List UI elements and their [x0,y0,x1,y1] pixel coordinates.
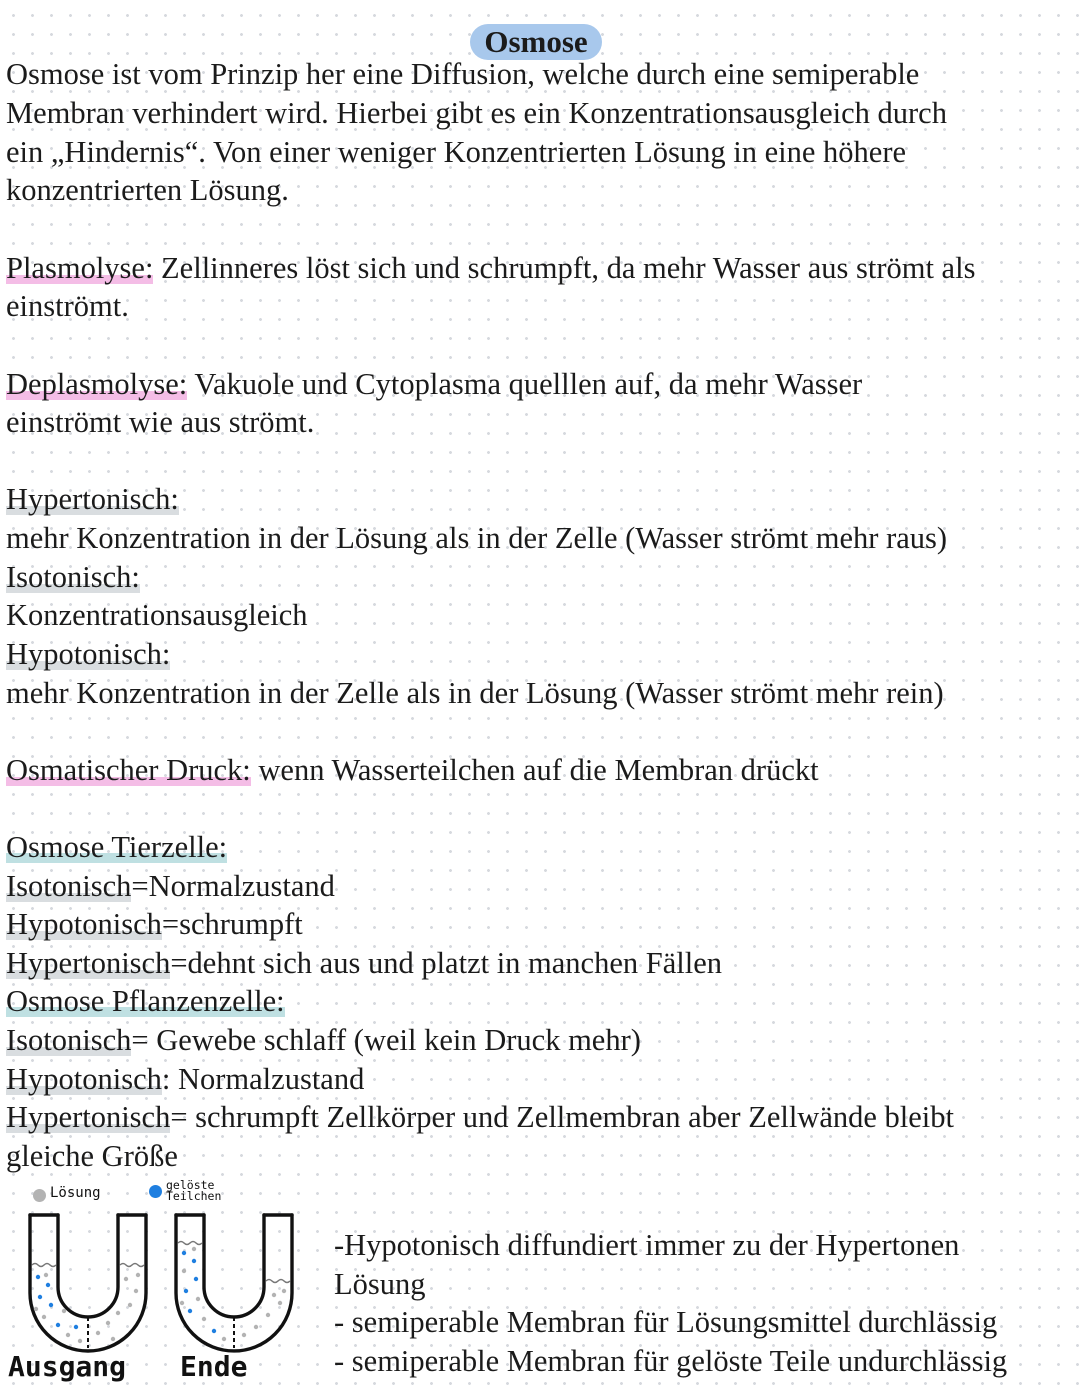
osmotic-pressure-term: Osmatischer Druck: [6,753,251,787]
hypertonisch-text: mehr Konzentration in der Lösung als in der Zelle (Wasser strömt mehr raus) [6,521,948,555]
intro-line: ein „Hindernis“. Von einer weniger Konzentrierten Lösung in eine höhere [6,135,907,169]
pflanzenzelle-iso-term: Isotonisch [6,1023,132,1057]
intro-line: Osmose ist vom Prinzip her eine Diffusion, welche durch eine semiperable [6,57,920,91]
isotonisch-label [6,558,1076,597]
osmotic-pressure-definition [6,751,1076,790]
plasmolyse-text-2: einströmt. [6,289,129,323]
note-line: -Hypotonisch diffundiert immer zu der Hypertonen [334,1228,960,1262]
pflanzenzelle-heading [6,982,1076,1021]
tierzelle-heading [6,828,1076,867]
deplasmolyse-term: Deplasmolyse: [6,367,188,401]
intro-line: Membran verhindert wird. Hierbei gibt es ein Konzentrationsausgleich durch [6,96,947,130]
intro-line: konzentrierten Lösung. [6,173,289,207]
isotonisch-term: Isotonisch: [6,560,140,594]
pflanzenzelle-hypo [6,1060,1076,1099]
note-line: Lösung [334,1266,426,1301]
tierzelle-hypo-text: =schrumpft [161,907,303,941]
pflanzenzelle-hyper [6,1098,1076,1137]
pflanzenzelle-hyper-term: Hypertonisch [6,1100,171,1134]
note-line: - semiperable Membran für Lösungsmittel durchlässig [334,1305,998,1340]
hypotonisch-term: Hypotonisch: [6,637,171,671]
hypotonisch-text: mehr Konzentration in der Zelle als in der Lösung (Wasser strömt mehr rein) [6,676,944,710]
tierzelle-iso [6,867,1076,906]
hypertonisch-label [6,480,1076,519]
plasmolyse-term: Plasmolyse: [6,251,154,285]
notes-block [334,1226,1074,1380]
osmotic-pressure-text: wenn Wasserteilchen auf die Membran drückt [250,753,819,787]
deplasmolyse-text: Vakuole und Cytoplasma quelllen auf, da mehr Wasser [187,367,863,401]
tierzelle-iso-text: =Normalzustand [131,869,335,903]
tierzelle-hyper [6,944,1076,983]
pflanzenzelle-iso [6,1021,1076,1060]
tierzelle-hyper-text: =dehnt sich aus und platzt in manchen Fällen [170,946,722,980]
pflanzenzelle-hypo-term: Hypotonisch [6,1062,162,1096]
tierzelle-iso-term: Isotonisch [6,869,132,903]
solution-legend-label: Lösung [50,1185,101,1201]
hypertonisch-term: Hypertonisch: [6,482,179,516]
end-label: Ende [180,1350,248,1383]
tierzelle-hyper-term: Hypertonisch [6,946,171,980]
hypotonisch-label [6,635,1076,674]
page-title: Osmose [470,24,602,60]
pflanzenzelle-heading-text: Osmose Pflanzenzelle: [6,984,285,1018]
start-label: Ausgang [8,1350,127,1383]
note-line: - semiperable Membran für gelöste Teile undurchlässig [334,1343,1008,1378]
isotonisch-text: Konzentrationsausgleich [6,598,308,632]
plasmolyse-definition [6,249,1076,288]
tierzelle-heading-text: Osmose Tierzelle: [6,830,228,864]
solution-legend-dot [33,1189,46,1202]
deplasmolyse-text-2: einströmt wie aus strömt. [6,405,315,439]
pflanzenzelle-hyper-text: = schrumpft Zellkörper und Zellmembran aber Zellwände bleibt [170,1100,954,1134]
pflanzenzelle-hyper-2: gleiche Größe [6,1139,178,1173]
particles-legend-label: gelöste Teilchen [166,1178,222,1203]
tierzelle-hypo [6,905,1076,944]
pflanzenzelle-hypo-text: : Normalzustand [161,1062,365,1096]
tierzelle-hypo-term: Hypotonisch [6,907,162,941]
pflanzenzelle-iso-text: = Gewebe schlaff (weil kein Druck mehr) [131,1023,641,1057]
plasmolyse-text: Zellinneres löst sich und schrumpft, da mehr Wasser aus strömt als [153,251,976,285]
u-tube-diagram [18,1205,308,1365]
particles-legend-dot [149,1185,162,1198]
deplasmolyse-definition [6,365,1076,404]
